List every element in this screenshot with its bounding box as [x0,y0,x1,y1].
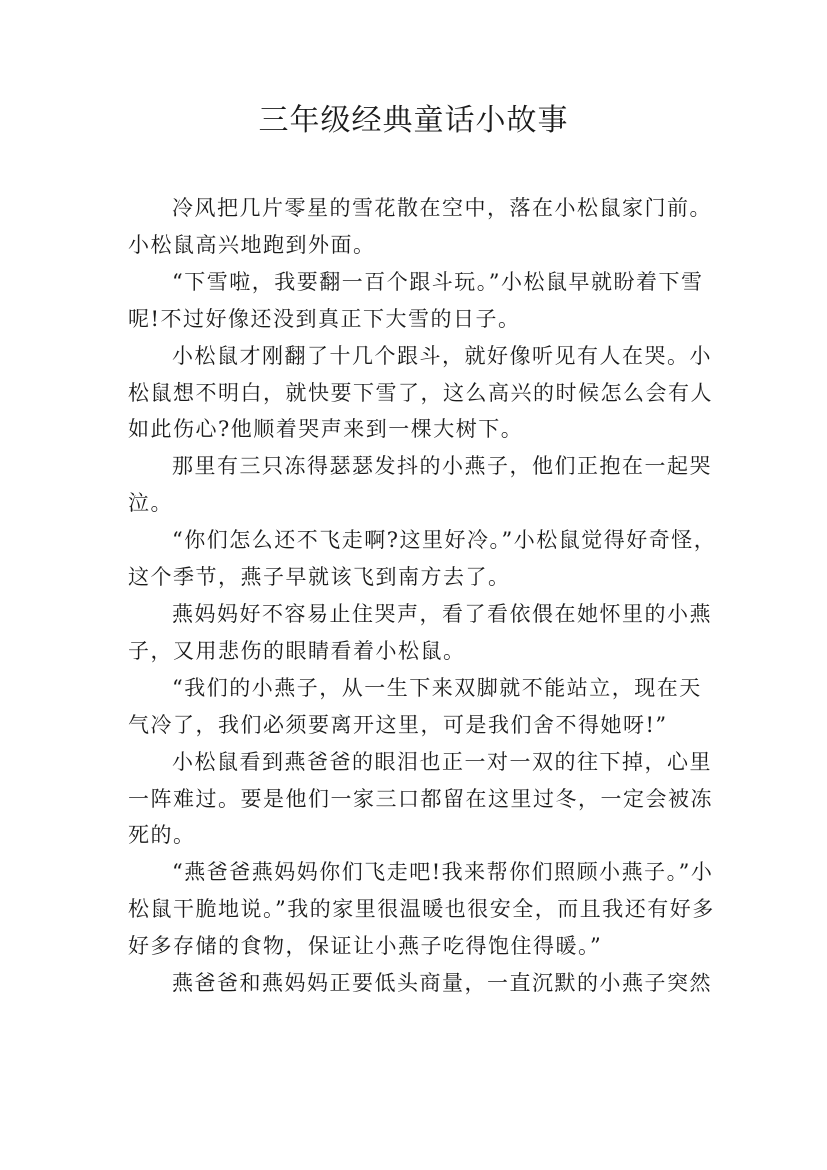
paragraph: “我们的小燕子，从一生下来双脚就不能站立，现在天气冷了，我们必须要离开这里，可是我们舍不得她呀!” [128,675,702,737]
paragraph: 燕妈妈好不容易止住哭声，看了看依偎在她怀里的小燕子，又用悲伤的眼睛看着小松鼠。 [128,601,712,663]
paragraph: 小松鼠才刚翻了十几个跟斗，就好像听见有人在哭。小松鼠想不明白，就快要下雪了，这么高兴的时候怎么会有人如此伤心?他顺着哭声来到一棵大树下。 [128,343,713,442]
paragraph: 那里有三只冻得瑟瑟发抖的小燕子，他们正抱在一起哭泣。 [128,454,712,516]
paragraph: 冷风把几片零星的雪花散在空中，落在小松鼠家门前。小松鼠高兴地跑到外面。 [128,196,712,257]
paragraph: “燕爸爸燕妈妈你们飞走吧!我来帮你们照顾小燕子。”小松鼠干脆地说。”我的家里很温暖也很安全，而且我还有好多好多存储的食物，保证让小燕子吃得饱住得暖。” [128,860,715,959]
paragraph: “下雪啦，我要翻一百个跟斗玩。”小松鼠早就盼着下雪呢!不过好像还没到真正下大雪的日子。 [128,269,704,331]
document-title: 三年级经典童话小故事 [258,103,569,138]
paragraph: 燕爸爸和燕妈妈正要低头商量，一直沉默的小燕子突然 [172,971,712,996]
document-body [128,190,718,1002]
paragraph: 小松鼠看到燕爸爸的眼泪也正一对一双的往下掉，心里一阵难过。要是他们一家三口都留在这里过冬，一定会被冻死的。 [128,749,713,848]
paragraph: “你们怎么还不飞走啊?这里好冷。”小松鼠觉得好奇怪，这个季节，燕子早就该飞到南方去了。 [128,528,717,590]
